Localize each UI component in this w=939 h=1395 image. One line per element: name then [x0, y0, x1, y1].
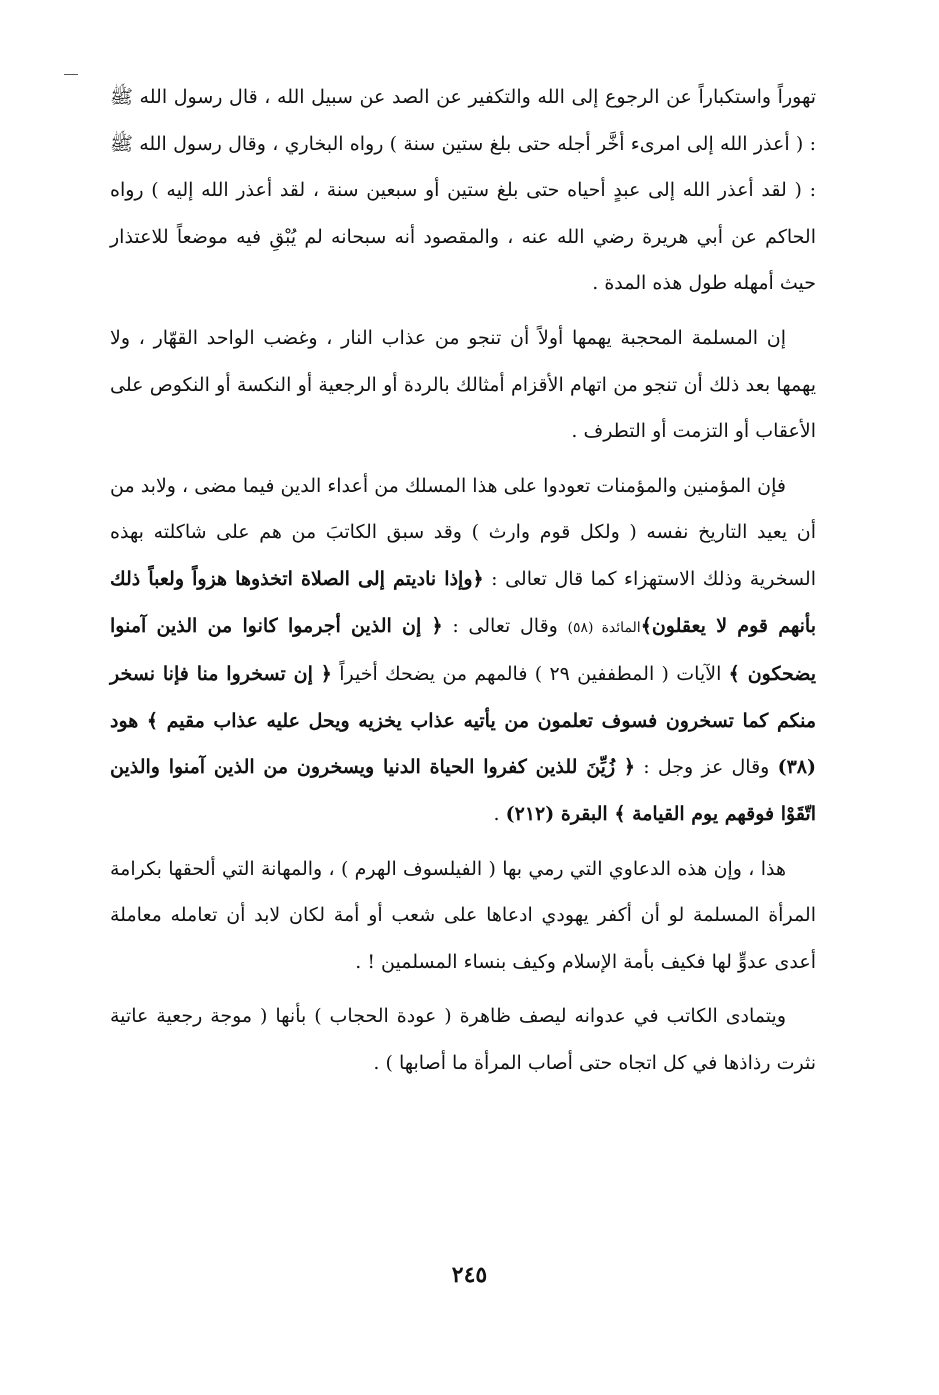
page-number: ٢٤٥ — [451, 1262, 488, 1288]
text-run: الآيات ( المطففين ٢٩ ) فالمهم من يضحك أخيراً — [331, 663, 729, 686]
text-run: . — [493, 802, 506, 825]
page-body — [110, 74, 816, 1086]
text-run: تهوراً واستكباراً عن الرجوع إلى الله والتكفير عن الصد عن سبيل الله ، قال رسول الله ﷺ : ( أعذر الله إلى امرىء أخَّر أجله حتى بلغ ستين سنة ) رواه البخاري ، وقال رسول الله ﷺ : ( لقد أعذر الله إلى عبدٍ أحياه حتى بلغ ستين أو سبعين سنة ، لقد أعذر الله إليه ) رواه الحاكم عن أبي هريرة رضي الله عنه ، والمقصود أنه سبحانه لم يُبْقِ فيه موضعاً للاعتذار حيث أمهله طول هذه المدة . — [110, 86, 816, 295]
paragraph — [110, 993, 816, 1086]
verse-reference: المائدة (٥٨) — [567, 619, 641, 636]
paragraph — [110, 315, 816, 455]
paragraph — [110, 74, 816, 307]
text-run: ويتمادى الكاتب في عدوانه ليصف ظاهرة ( عودة الحجاب ) بأنها ( موجة رجعية عاتية نثرت رذاذها في كل اتجاه حتى أصاب المرأة ما أصابها ) . — [110, 1005, 816, 1074]
text-run: إن المسلمة المحجبة يهمها أولاً أن تنجو من عذاب النار ، وغضب الواحد القهّار ، ولا يهمها بعد ذلك أن تنجو من اتهام الأقزام أمثالك بالردة أو الرجعية أو النكسة أو النكوص على الأعقاب أو التزمت أو التطرف . — [110, 326, 816, 443]
scan-mark — [64, 74, 78, 75]
quran-verse: ﴿ إن تسخروا منا فإنا نسخر منكم كما تسخرون فسوف تعلمون من يأتيه عذاب يخزيه ويحل عليه عذاب مقيم ﴾ هود (٣٨) — [110, 663, 816, 779]
quran-verse: ﴿ زُيِّنَ للذين كفروا الحياة الدنيا ويسخرون من الذين آمنوا والذين اتّقَوْا فوقهم يوم القيامة ﴾ البقرة (٢١٢) — [110, 756, 816, 825]
paragraph — [110, 846, 816, 986]
quran-verse: ﴿وإذا ناديتم إلى الصلاة اتخذوها هزواً ولعباً ذلك بأنهم قوم لا يعقلون﴾ — [110, 567, 816, 637]
quran-verse: ﴿ إن الذين أجرموا كانوا من الذين آمنوا يضحكون ﴾ — [110, 614, 816, 686]
text-run: وقال عز وجل : — [635, 756, 778, 779]
paragraph — [110, 463, 816, 838]
text-run: فإن المؤمنين والمؤمنات تعودوا على هذا المسلك من أعداء الدين فيما مضى ، ولابد من أن يعيد التاريخ نفسه ( ولكل قوم وارث ) وقد سبق الكاتبَ من هم على شاكلته بهذه السخرية وذلك الاستهزاء كما قال تعالى : — [110, 474, 816, 590]
text-run: وقال تعالى : — [442, 614, 568, 637]
text-run: هذا ، وإن هذه الدعاوي التي رمي بها ( الفيلسوف الهرم ) ، والمهانة التي ألحقها بكرامة المرأة المسلمة لو أن أكفر يهودي ادعاها على شعب أو أمة لكان لابد أن تعامله معاملة أعدى عدوٍّ لها فكيف بأمة الإسلام وكيف بنساء المسلمين ! . — [110, 857, 816, 973]
